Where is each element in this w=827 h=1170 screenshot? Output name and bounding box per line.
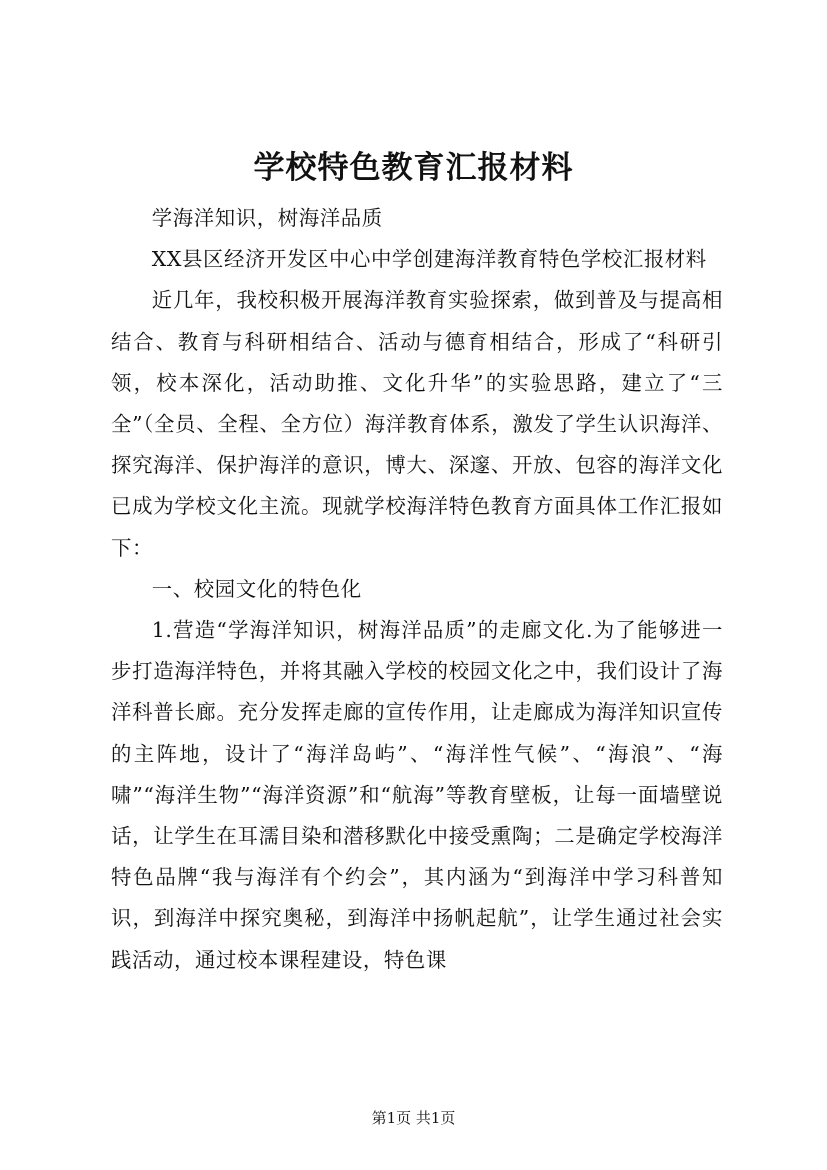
subtitle-paragraph: 学海洋知识，树海洋品质	[151, 206, 383, 230]
report-title-paragraph: XX县区经济开发区中心中学创建海洋教育特色学校汇报材料	[151, 247, 707, 272]
intro-paragraph: 近几年，我校积极开展海洋教育实验探索，做到普及与提高相结合、教育与科研相结合、活动与德育相结合，形成了“科研引领，校本深化，活动助推、文化升华”的实验思路，建立了“三全”（全员、全程、全方位）海洋教育体系，激发了学生认识海洋、探究海洋、保护海洋的意识，博大、深邃、开放、包容的海洋文化已成为学校文化主流。现就学校海洋特色教育方面具体工作汇报如下：	[111, 288, 723, 560]
section-paragraph: 1.营造“学海洋知识，树海洋品质”的走廊文化.为了能够进一步打造海洋特色，并将其融入学校的校园文化之中，我们设计了海洋科普长廊。充分发挥走廊的宣传作用，让走廊成为海洋知识宣传的主阵地，设计了“海洋岛屿”、“海洋性气候”、“海浪”、“海啸”“海洋生物”“海洋资源”和“航海”等教育壁板，让每一面墙壁说话，让学生在耳濡目染和潜移默化中接受熏陶；二是确定学校海洋特色品牌“我与海洋有个约会”，其内涵为“到海洋中学习科普知识，到海洋中探究奥秘，到海洋中扬帆起航”，让学生通过社会实践活动，通过校本课程建设，特色课	[111, 618, 723, 972]
document-body	[111, 198, 723, 981]
document-title: 学校特色教育汇报材料	[253, 150, 574, 186]
page-footer: 第1页 共1页	[371, 1109, 456, 1127]
section-heading: 一、校园文化的特色化	[151, 576, 362, 601]
